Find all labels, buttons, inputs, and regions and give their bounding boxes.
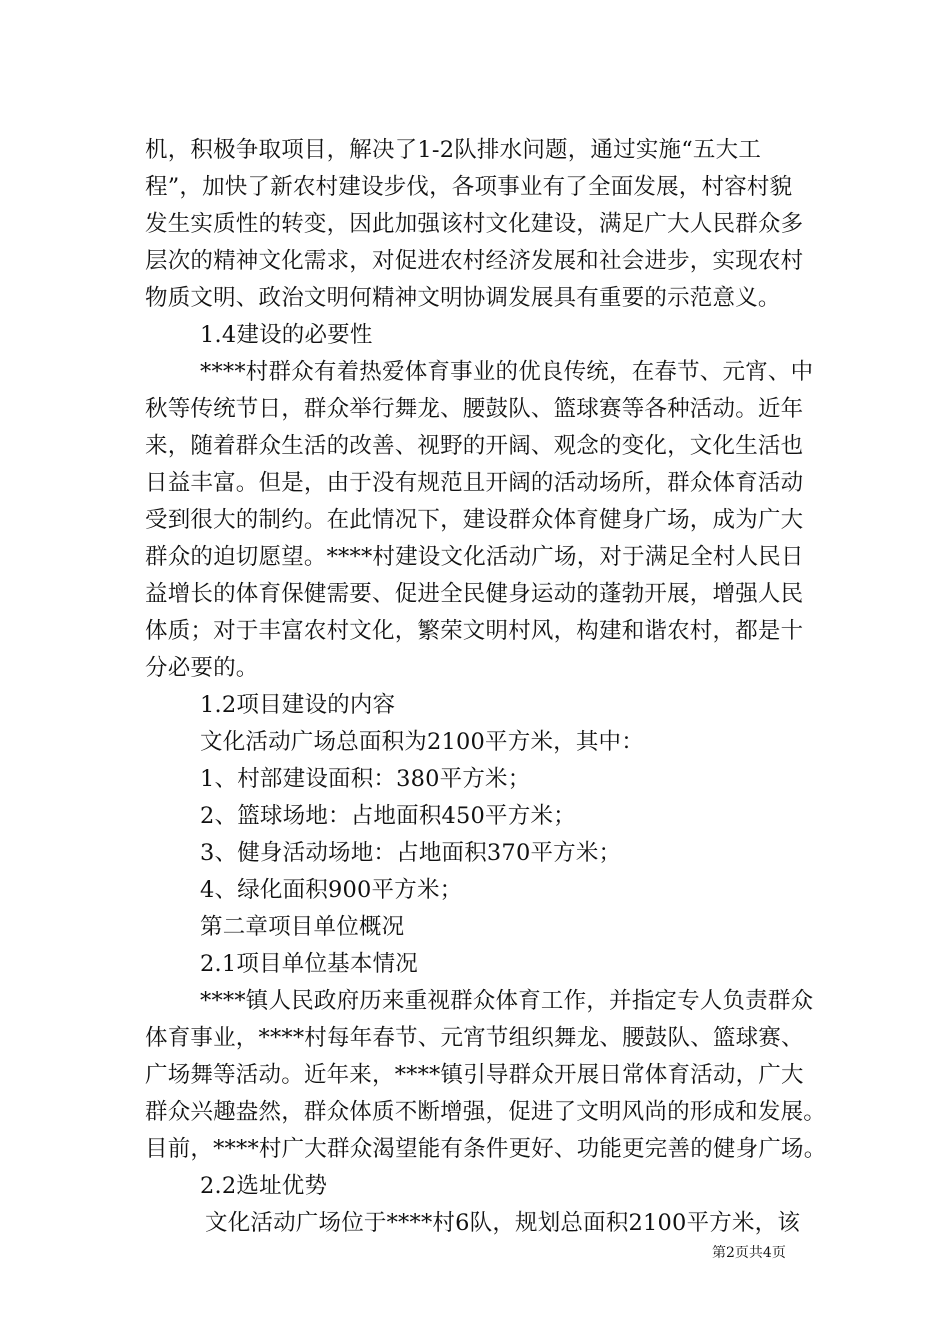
body-line: 日益丰富。但是，由于没有规范且开阔的活动场所，群众体育活动: [145, 470, 804, 496]
body-line: 文化活动广场位于****村6队，规划总面积2100平方米，该: [205, 1210, 801, 1236]
body-line: 秋等传统节日，群众举行舞龙、腰鼓队、篮球赛等各种活动。近年: [145, 396, 804, 422]
body-line: 广场舞等活动。近年来，****镇引导群众开展日常体育活动，广大: [145, 1062, 804, 1088]
body-line: 益增长的体育保健需要、促进全民健身运动的蓬勃开展，增强人民: [145, 581, 804, 607]
body-line: 受到很大的制约。在此情况下，建设群众体育健身广场，成为广大: [145, 507, 804, 533]
body-line: 程”，加快了新农村建设步伐，各项事业有了全面发展，村容村貌: [145, 174, 793, 200]
body-line: 体育事业，****村每年春节、元宵节组织舞龙、腰鼓队、篮球赛、: [145, 1025, 804, 1051]
page-number: 第2页共4页: [712, 1245, 786, 1261]
body-line: 体质；对于丰富农村文化，繁荣文明村风，构建和谐农村，都是十: [145, 618, 804, 644]
section-heading: 2.1项目单位基本情况: [200, 951, 418, 977]
body-line: 发生实质性的转变，因此加强该村文化建设，满足广大人民群众多: [145, 211, 804, 237]
body-line: ****镇人民政府历来重视群众体育工作，并指定专人负责群众: [200, 988, 814, 1014]
list-item: 2、篮球场地：占地面积450平方米；: [200, 803, 576, 829]
body-line: 分必要的。: [145, 655, 259, 681]
body-line: 来，随着群众生活的改善、视野的开阔、观念的变化，文化生活也: [145, 433, 804, 459]
section-heading: 1.2项目建设的内容: [200, 692, 396, 718]
section-heading: 2.2选址优势: [200, 1173, 328, 1199]
body-line: ****村群众有着热爱体育事业的优良传统，在春节、元宵、中: [200, 359, 814, 385]
list-item: 4、绿化面积900平方米；: [200, 877, 463, 903]
chapter-heading: 第二章项目单位概况: [200, 914, 405, 940]
list-item: 1、村部建设面积：380平方米；: [200, 766, 531, 792]
body-line: 群众兴趣盎然，群众体质不断增强，促进了文明风尚的形成和发展。: [145, 1099, 827, 1125]
body-line: 机，积极争取项目，解决了1-2队排水问题，通过实施“五大工: [145, 137, 762, 163]
section-heading: 1.4建设的必要性: [200, 322, 373, 348]
list-item: 3、健身活动场地：占地面积370平方米；: [200, 840, 622, 866]
body-line: 目前，****村广大群众渴望能有条件更好、功能更完善的健身广场。: [145, 1136, 827, 1162]
body-line: 文化活动广场总面积为2100平方米，其中：: [200, 729, 644, 755]
body-line: 物质文明、政治文明何精神文明协调发展具有重要的示范意义。: [145, 285, 781, 311]
body-line: 群众的迫切愿望。****村建设文化活动广场，对于满足全村人民日: [145, 544, 804, 570]
body-line: 层次的精神文化需求，对促进农村经济发展和社会进步，实现农村: [145, 248, 804, 274]
